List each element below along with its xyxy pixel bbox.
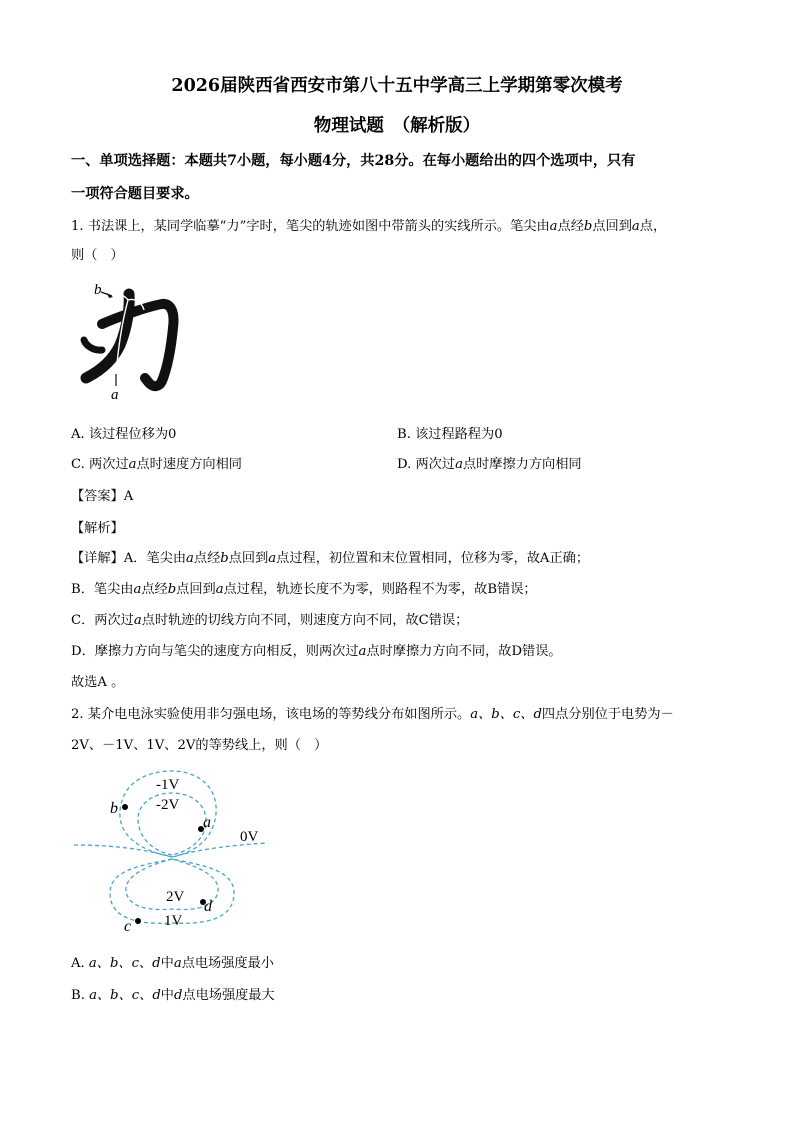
q1-point-a: a [455,457,463,472]
q1-conclusion: 故选A 。 [71,675,125,690]
q2-figure-equipotential [72,765,272,935]
label-plus-1v: 1V [164,913,183,929]
q1-detail-b: B．笔尖由a点经b点回到a点过程，轨迹长度不为零，则路程不为零，故B错误； [71,582,537,597]
label-point-c: c [124,918,132,935]
q1-detail-c: C．两次过a点时轨迹的切线方向不同，则速度方向不同，故C错误； [71,613,469,628]
brush-stroke-sweep [86,294,129,378]
label-point-b: b [110,800,118,817]
document-subtitle: 物理试题 （解析版） [313,116,481,136]
q1-stem-line1 [71,215,666,234]
label-minus-1v: -1V [156,777,180,793]
section-heading-line2: 一项符合题目要求。 [71,186,199,202]
q1-figure-label-a: a [111,387,119,403]
q1-detail-d: D．摩擦力方向与笔尖的速度方向相反，则两次过a点时摩擦力方向不同，故D错误。 [71,644,562,659]
q1-figure-calligraphy [72,280,187,405]
q1-point-a: a [549,219,558,234]
q1-detail-a: 【详解】A．笔尖由a点经b点回到a点过程，初位置和末位置相同，位移为零，故A正确； [71,551,590,566]
point-b-dot [122,804,128,810]
q2-stem-line2: 2V、－1V、1V、2V的等势线上，则（ ） [71,738,328,753]
label-plus-2v: 2V [166,889,185,905]
q1-stem-line2: 则（ ） [71,248,124,263]
q1-option-d: D. 两次过a点时摩擦力方向相同 [397,457,582,472]
document-title: 2026届陕西省西安市第八十五中学高三上学期第零次模考 [171,76,623,96]
section-heading-line1: 一、单项选择题：本题共7小题，每小题4分，共28分。在每小题给出的四个选项中，只有 [71,153,636,169]
q1-option-b: B. 该过程路程为0 [397,427,503,442]
label-point-d: d [204,898,212,915]
q1-answer: 【答案】A [71,489,134,504]
brush-stroke-dot [84,340,102,350]
q1-stem-text: 1. 书法课上，某同学临摹“力”字时，笔尖的轨迹如图中带箭头的实线所示。笔尖由 [71,219,550,234]
q1-figure-label-b: b [94,282,102,298]
point-c-dot [135,918,141,924]
q1-analysis-tag: 【解析】 [71,521,124,536]
q1-point-a: a [631,219,640,234]
q2-points: a、b、c、d [470,707,542,722]
q2-stem-line1: 2. 某介电电泳实验使用非匀强电场，该电场的等势线分布如图所示。a、b、c、d四点分别位于电势为－ [71,707,674,722]
label-point-a: a [203,814,211,831]
q1-point-b: b [583,219,593,234]
q1-stem-text: 点回到 [592,219,632,234]
label-0v: 0V [240,829,259,845]
q1-point-a: a [128,457,137,472]
brush-stroke-hook [102,304,174,386]
label-minus-2v: -2V [156,797,180,813]
q2-option-b: B. a、b、c、d中d点电场强度最大 [71,988,275,1003]
q1-option-c: C. 两次过a点时速度方向相同 [71,457,242,472]
q1-stem-text: 点， [639,219,667,234]
q1-option-a: A. 该过程位移为0 [71,427,177,442]
q2-option-a: A. a、b、c、d中a点电场强度最小 [71,956,274,971]
q1-stem-text: 点经 [557,219,584,234]
